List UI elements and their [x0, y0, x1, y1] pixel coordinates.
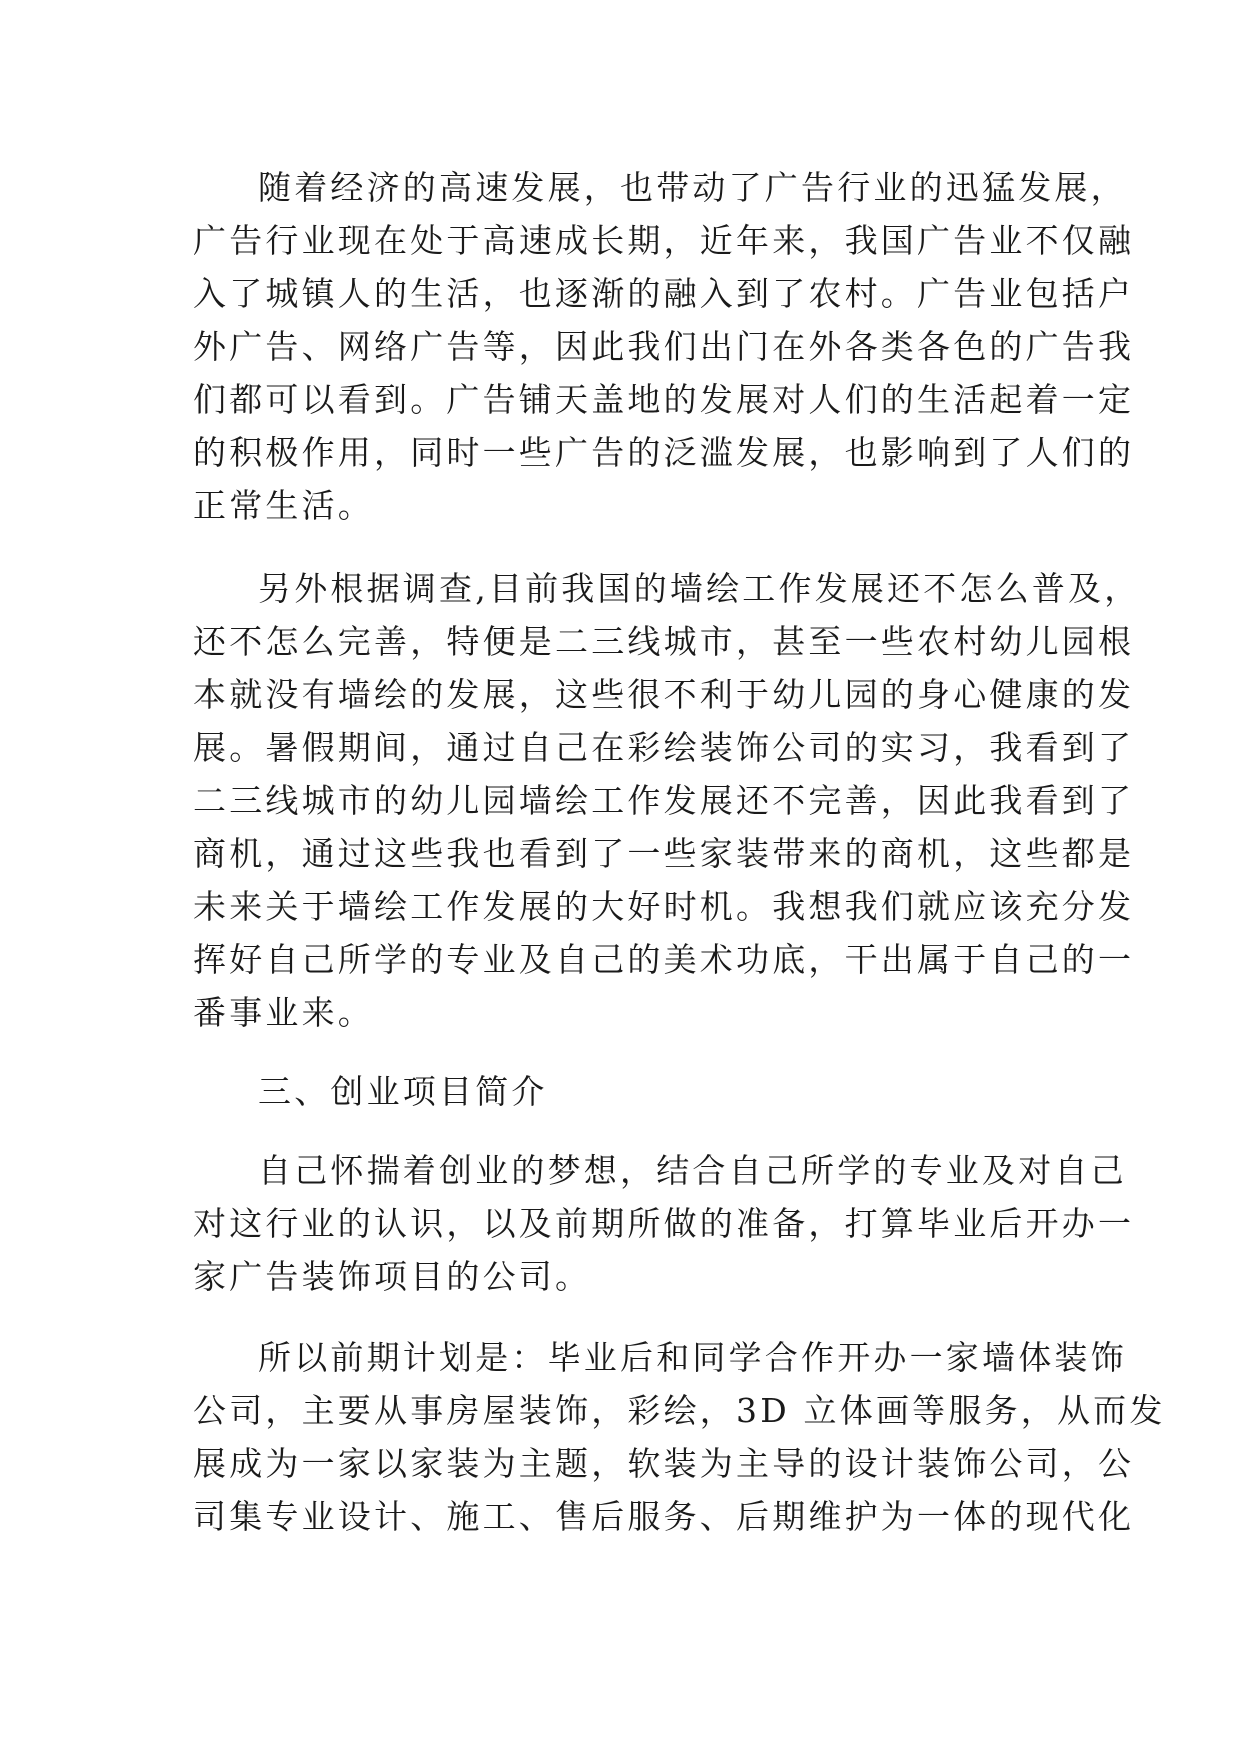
- paragraph-1-line-7: 正常生活。: [193, 486, 374, 525]
- paragraph-2-line-2: 还不怎么完善，特便是二三线城市，甚至一些农村幼儿园根: [193, 622, 1135, 661]
- paragraph-4-line-4: 司集专业设计、施工、售后服务、后期维护为一体的现代化: [193, 1497, 1135, 1536]
- paragraph-2-line-9: 番事业来。: [193, 993, 374, 1032]
- paragraph-3-line-1: 自己怀揣着创业的梦想，结合自己所学的专业及对自己: [258, 1151, 1127, 1190]
- paragraph-4-line-2: 公司，主要从事房屋装饰，彩绘，3D 立体画等服务，从而发: [193, 1391, 1166, 1430]
- paragraph-4-line-1: 所以前期计划是：毕业后和同学合作开办一家墙体装饰: [258, 1338, 1127, 1377]
- paragraph-1-line-1: 随着经济的高速发展，也带动了广告行业的迅猛发展，: [258, 168, 1127, 207]
- paragraph-3-line-2: 对这行业的认识，以及前期所做的准备，打算毕业后开办一: [193, 1204, 1135, 1243]
- paragraph-2-line-5: 二三线城市的幼儿园墙绘工作发展还不完善，因此我看到了: [193, 781, 1135, 820]
- paragraph-2-line-3: 本就没有墙绘的发展，这些很不利于幼儿园的身心健康的发: [193, 675, 1135, 714]
- paragraph-1-line-5: 们都可以看到。广告铺天盖地的发展对人们的生活起着一定: [193, 380, 1135, 419]
- section-heading: 三、创业项目简介: [258, 1072, 548, 1111]
- paragraph-3-line-3: 家广告装饰项目的公司。: [193, 1257, 592, 1296]
- paragraph-2-line-4: 展。暑假期间，通过自己在彩绘装饰公司的实习，我看到了: [193, 728, 1135, 767]
- paragraph-2-line-6: 商机，通过这些我也看到了一些家装带来的商机，这些都是: [193, 834, 1135, 873]
- paragraph-1-line-4: 外广告、网络广告等，因此我们出门在外各类各色的广告我: [193, 327, 1135, 366]
- paragraph-2-line-7: 未来关于墙绘工作发展的大好时机。我想我们就应该充分发: [193, 887, 1135, 926]
- paragraph-1-line-2: 广告行业现在处于高速成长期，近年来，我国广告业不仅融: [193, 221, 1135, 260]
- paragraph-2-line-1: 另外根据调查,目前我国的墙绘工作发展还不怎么普及，: [258, 569, 1141, 608]
- paragraph-4-line-3: 展成为一家以家装为主题，软装为主导的设计装饰公司，公: [193, 1444, 1135, 1483]
- paragraph-1-line-3: 入了城镇人的生活，也逐渐的融入到了农村。广告业包括户: [193, 274, 1135, 313]
- paragraph-2-line-8: 挥好自己所学的专业及自己的美术功底，干出属于自己的一: [193, 940, 1135, 979]
- paragraph-1-line-6: 的积极作用，同时一些广告的泛滥发展，也影响到了人们的: [193, 433, 1135, 472]
